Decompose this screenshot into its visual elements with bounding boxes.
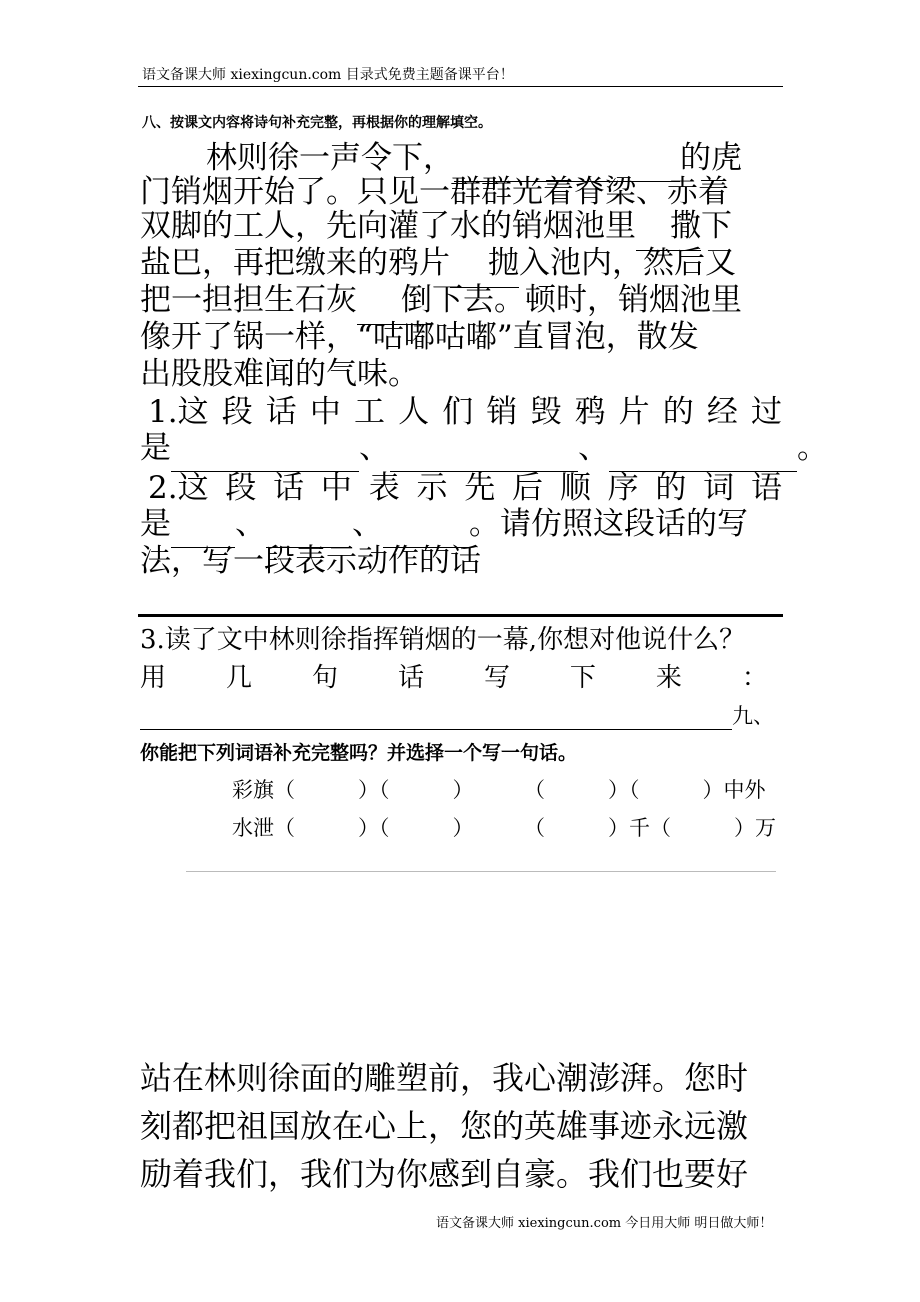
- essay-line-1: 站在林则徐面的雕塑前，我心潮澎湃。您时: [140, 1059, 749, 1097]
- question-2-tail: 法，写一段表示动作的话: [140, 543, 481, 579]
- answer-pao[interactable]: 抛: [450, 239, 519, 288]
- answer-dao[interactable]: 倒: [357, 276, 432, 325]
- passage-line-3: 双脚的工人，先向灌了水的销烟池里 撒下: [140, 202, 732, 251]
- question-1-line: 1.这 段 话 中 工 人 们 销 毁 鸦 片 的 经 过: [148, 394, 782, 430]
- essay-line-3: 励着我们，我们为你感到自豪。我们也要好: [140, 1155, 749, 1193]
- question-3-spread: 用 几 句 话 写 下 来 ：: [140, 663, 768, 693]
- passage-line-2: 门销烟开始了。只见一群群光着脊梁、赤着: [140, 174, 729, 210]
- question-3-answer-line: 九、: [140, 700, 774, 730]
- writing-rule[interactable]: [138, 614, 783, 617]
- sentence-writing-line[interactable]: [186, 871, 776, 872]
- header-rule: [138, 86, 783, 87]
- page-footer: 语文备课大师 xiexingcun.com 今日用大师 明日做大师！: [436, 1216, 773, 1231]
- essay-line-2: 刻都把祖国放在心上，您的英雄事迹永远激: [140, 1107, 749, 1145]
- question-1-blanks: 是 、 、 。: [140, 424, 828, 472]
- section9-title: 你能把下列词语补充完整吗？并选择一个写一句话。: [140, 742, 578, 764]
- page-header: 语文备课大师 xiexingcun.com 目录式免费主题备课平台！: [142, 67, 514, 83]
- passage-line-1: 林则徐一声令下， 的虎: [206, 134, 742, 182]
- idiom-4: （ ）千（ ）万: [524, 816, 776, 840]
- passage-line-6: 像开了锅一样，“咕嘟咕嘟”直冒泡，散发: [140, 319, 699, 355]
- q3-answer-blank[interactable]: [140, 707, 732, 730]
- question-2-line: 2.这 段 话 中 表 示 先 后 顺 序 的 词 语: [148, 470, 782, 506]
- passage-line-5: 把一担担生石灰 倒下去。顿时，销烟池里: [140, 276, 742, 325]
- section8-title: 八、按课文内容将诗句补充完整，再根据你的理解填空。: [142, 115, 492, 131]
- answer-sa[interactable]: 撒: [636, 202, 701, 251]
- question-2-blanks: 是 、 、 。请仿照这段话的写: [140, 500, 748, 548]
- question-3-line: 3.读了文中林则徐指挥销烟的一幕,你想对他说什么？: [140, 625, 746, 655]
- idiom-3: 水泄（ ）（ ）: [232, 816, 474, 840]
- passage-line-7: 出股股难闻的气味。: [140, 356, 419, 392]
- idiom-1: 彩旗（ ）（ ）: [232, 778, 474, 802]
- idiom-2: （ ）（ ）中外: [524, 778, 766, 802]
- passage-line-4: 盐巴，再把缴来的鸦片 抛入池内，然后又: [140, 239, 736, 288]
